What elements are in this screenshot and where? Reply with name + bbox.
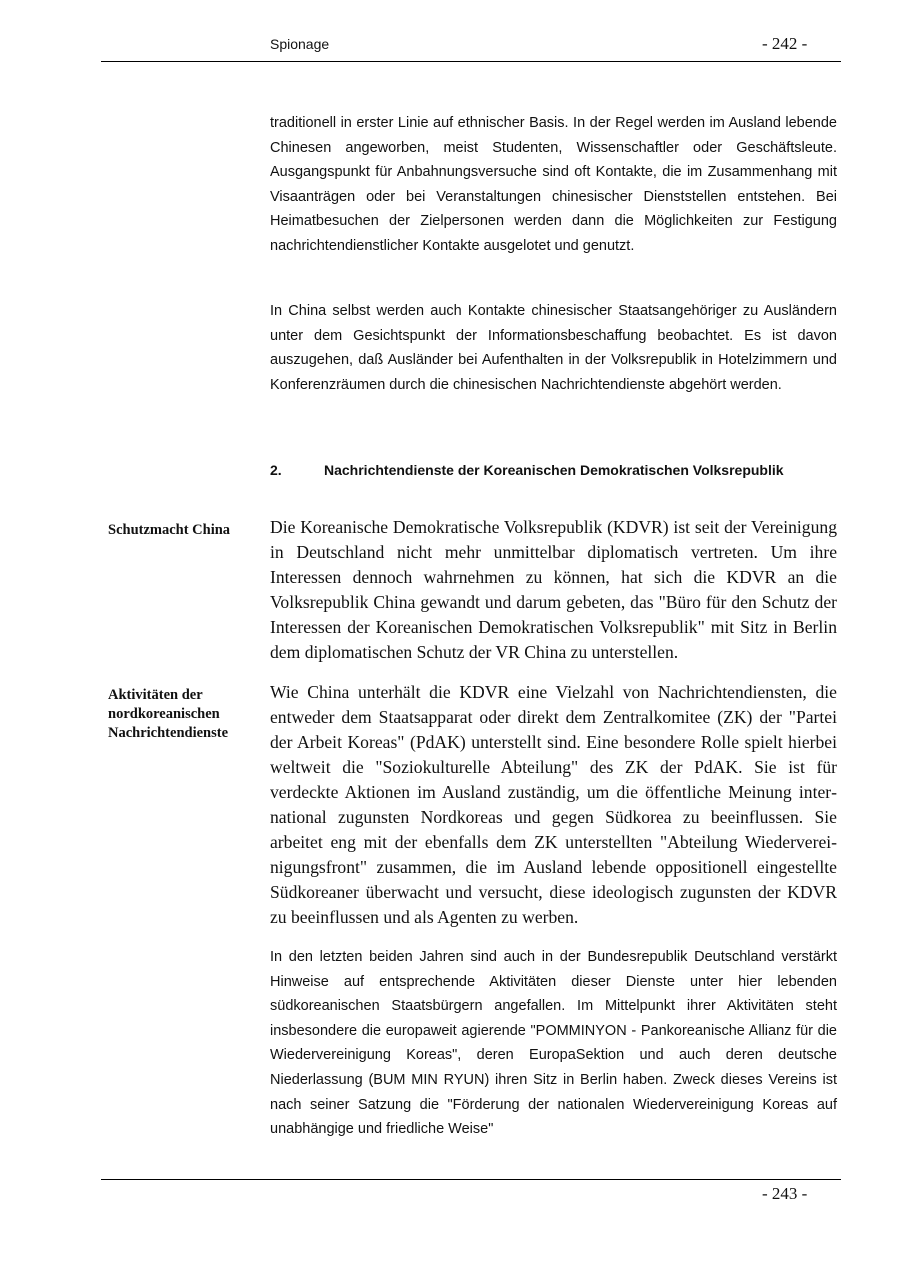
section-heading xyxy=(270,462,840,478)
paragraph-china-surveillance: In China selbst werden auch Kontakte chinesischer Staatsangehöriger zu Ausländern unter dem Gesichtspunkt der Informationsbeschaffung beobachtet. Es ist davon auszugehen, daß Ausländer bei Aufenthalten in der Volksrepublik in Hotelzimmern und Konferenzräumen durch die chinesischen Nachrichtendienste abgehört werden. xyxy=(270,303,837,393)
paragraph-kdvr-representation: Die Koreanische Demokratische Volksrepublik (KDVR) ist seit der Vereinigung in Deutschland nicht mehr unmittelbar diplomatisch vertreten. Um ihre Interessen dennoch wahrnehmen zu können, hat sich die KDVR an die Volksrepublik China gewandt und darum gebeten, das "Büro für den Schutz der Interessen der Koreanischen Demokratischen Volksrepublik" mit Sitz in Berlin dem diplomatischen Schutz der VR China zu unterstellen. xyxy=(270,517,837,662)
header-page-number: - 242 - xyxy=(762,34,808,53)
section-title: Nachrichtendienste der Koreanischen Demokratischen Volksrepublik xyxy=(324,462,784,478)
running-header-title: Spionage xyxy=(270,36,330,52)
header-rule xyxy=(101,61,841,62)
paragraph-germany-activities: In den letzten beiden Jahren sind auch in der Bundesrepublik Deutschland verstärkt Hinweise auf entsprechende Aktivitäten dieser Dienste unter hier lebenden südkoreanischen Staatsbürgern angefallen. Im Mittelpunkt ihrer Aktivitäten steht insbesondere die europaweit agierende "POMMINYON - Pankoreanische Allianz für die Wiedervereinigung Koreas", deren EuropaSektion und auch deren deutsche Niederlassung (BUM MIN RYUN) ihren Sitz in Berlin haben. Zweck dieses Vereins ist nach seiner Satzung die "Förderung der nationalen Wiedervereinigung Koreas auf unabhängige und friedliche Weise" xyxy=(270,949,837,1138)
side-note-aktivitaeten: Aktivitäten der nordkoreanischen Nachrichtendienste xyxy=(108,687,229,741)
paragraph-north-korean-services: Wie China unterhält die KDVR eine Vielzahl von Nachrichtendiensten, die entweder dem Staatsapparat oder direkt dem Zentralkomitee (ZK) der "Partei der Arbeit Koreas" (PdAK) unterstellt sind. Eine besondere Rolle spielt hierbei weltweit die "Soziokulturelle Abteilung" des ZK der PdAK. Sie ist für verdeckte Aktionen im Ausland zuständig, um die öffentliche Meinung international zugunsten Nordkoreas und gegen Südkorea zu beeinflussen. Sie arbeitet eng mit der ebenfalls dem ZK unterstellten "Abteilung Wiedervereinigungsfront" zusammen, die im Ausland lebende oppositionell eingestellte Südkoreaner überwacht und versucht, diese ideologisch zugunsten der KDVR zu beeinflussen und als Agenten zu werben. xyxy=(270,682,837,927)
footer-page-number: - 243 - xyxy=(762,1184,808,1203)
section-number: 2. xyxy=(270,462,282,478)
side-note-schutzmacht: Schutzmacht China xyxy=(108,522,231,538)
footer-rule xyxy=(101,1179,841,1180)
paragraph-recruitment: traditionell in erster Linie auf ethnischer Basis. In der Regel werden im Ausland lebende Chinesen angeworben, meist Studenten, Wissenschaftler oder Geschäftsleute. Ausgangspunkt für Anbahnungsversuche sind oft Kontakte, die im Zusammenhang mit Visaanträgen oder bei Veranstaltungen chinesischer Dienststellen entstehen. Bei Heimatbesuchen der Zielpersonen werden dann die Möglichkeiten zur Festigung nachrichtendienstlicher Kontakte ausgelotet und genutzt. xyxy=(270,115,837,254)
